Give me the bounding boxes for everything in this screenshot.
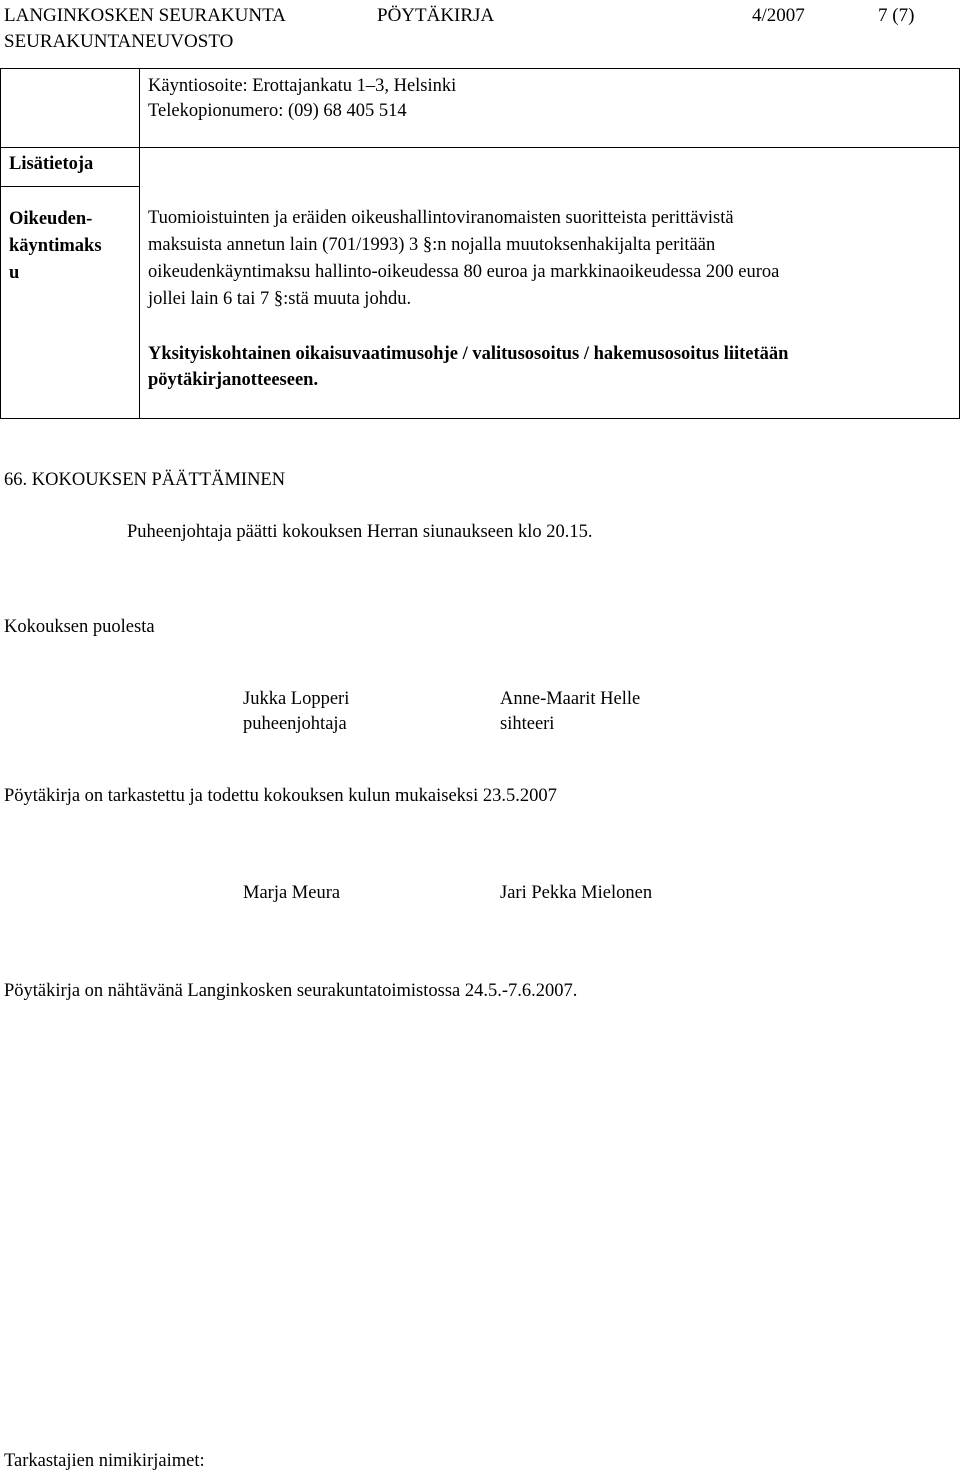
doc-type: PÖYTÄKIRJA xyxy=(377,5,495,26)
appendix-line: pöytäkirjanotteeseen. xyxy=(148,370,319,390)
address-line: Käyntiosoite: Erottajankatu 1–3, Helsinki xyxy=(148,76,457,96)
doc-number: 4/2007 xyxy=(752,5,805,26)
column-divider xyxy=(139,69,140,418)
body-name: SEURAKUNTANEUVOSTO xyxy=(4,31,234,52)
info-label: Lisätietoja xyxy=(9,154,94,174)
display-statement: Pöytäkirja on nähtävänä Langinkosken seurakuntatoimistossa 24.5.-7.6.2007. xyxy=(4,981,578,1001)
secretary-name: Anne-Maarit Helle xyxy=(500,689,641,709)
fee-text-line: jollei lain 6 tai 7 §:stä muuta johdu. xyxy=(148,289,412,309)
fee-label-line: Oikeuden- xyxy=(9,209,93,229)
checker-name: Marja Meura xyxy=(243,883,341,903)
checked-statement: Pöytäkirja on tarkastettu ja todettu kokouksen kulun mukaiseksi 23.5.2007 xyxy=(4,786,557,806)
section-text: Puheenjohtaja päätti kokouksen Herran siunaukseen klo 20.15. xyxy=(127,522,593,542)
checker-name: Jari Pekka Mielonen xyxy=(500,883,653,903)
section-heading: 66. KOKOUKSEN PÄÄTTÄMINEN xyxy=(4,470,286,490)
page-number: 7 (7) xyxy=(878,5,915,26)
chair-role: puheenjohtaja xyxy=(243,714,347,734)
row-divider xyxy=(1,147,959,148)
appeal-info-table xyxy=(0,68,960,419)
fee-label-line: u xyxy=(9,263,20,283)
chair-name: Jukka Lopperi xyxy=(243,689,350,709)
fax-line: Telekopionumero: (09) 68 405 514 xyxy=(148,101,407,121)
fee-text-line: maksuista annetun lain (701/1993) 3 §:n nojalla muutoksenhakijalta peritään xyxy=(148,235,716,255)
org-name: LANGINKOSKEN SEURAKUNTA xyxy=(4,5,286,26)
secretary-role: sihteeri xyxy=(500,714,555,734)
row-divider-left xyxy=(1,186,139,187)
appendix-line: Yksityiskohtainen oikaisuvaatimusohje / valitusosoitus / hakemusosoitus liitetään xyxy=(148,344,789,364)
fee-text-line: Tuomioistuinten ja eräiden oikeushallintoviranomaisten suoritteista perittävistä xyxy=(148,208,734,228)
fee-text-line: oikeudenkäyntimaksu hallinto-oikeudessa 80 euroa ja markkinaoikeudessa 200 euroa xyxy=(148,262,780,282)
on-behalf-label: Kokouksen puolesta xyxy=(4,617,155,637)
initials-label: Tarkastajien nimikirjaimet: xyxy=(4,1451,205,1471)
fee-label-line: käyntimaks xyxy=(9,236,102,256)
